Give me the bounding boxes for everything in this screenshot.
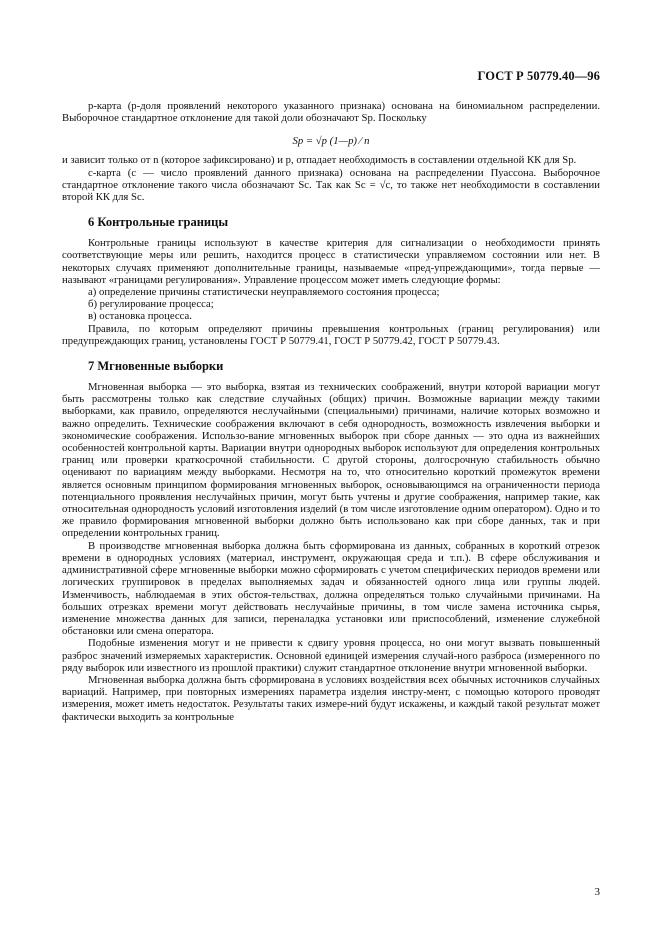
section-7-paragraph-3: Подобные изменения могут и не привести к сдвигу уровня процесса, но они могут вызвать повышенный разброс значений измеряемых характеристик. Основной единицей измерения случай-ного разброса (измеренного по ряду выборок или известного из прошлой практики) служит стандартное отклонение внутри мгновенной выборки. <box>62 637 600 674</box>
formula-sp: Sp = √p (1—p) ⁄ n <box>292 135 370 148</box>
page-number: 3 <box>594 886 600 898</box>
list-item: а) определение причины статистически неуправляемого состояния процесса; <box>88 286 440 299</box>
list-item: в) остановка процесса. <box>88 310 192 323</box>
document-body <box>62 100 600 723</box>
document-header: ГОСТ Р 50779.40—96 <box>477 69 600 83</box>
section-7-heading: 7 Мгновенные выборки <box>88 359 224 374</box>
section-7-paragraph-4: Мгновенная выборка должна быть сформирована в условиях воздействия всех обычных источников случайных вариаций. Например, при повторных измерениях параметра изделия инстру-мент, с помощью которого проводят измерения, может иметь недостаток. Результаты таких измере-ний будут искажены, и каждый такой результат может фактически выходить за контрольные <box>62 673 600 723</box>
document-page <box>62 0 600 936</box>
paragraph-c-chart: с-карта (с — число проявлений данного признака) основана на распределении Пуассона. Выборочное стандартное отклонение такого числа обозначают Sc. Так как Sc = √c, то также нет необходимости в составлении второй КК для Sc. <box>62 166 600 204</box>
section-6-heading: 6 Контрольные границы <box>88 215 229 230</box>
paragraph-p-depends: и зависит только от n (которое зафиксировано) и p, отпадает необходимость в составлении отдельной КК для Sp. <box>62 154 577 167</box>
section-6-rules-paragraph: Правила, по которым определяют причины превышения контрольных (границ регулирования) или предупреждающих границ, установлены ГОСТ Р 50779.41, ГОСТ Р 50779.42, ГОСТ Р 50779.43. <box>62 322 600 347</box>
section-7-paragraph-2: В производстве мгновенная выборка должна быть сформирована из данных, собранных в короткий отрезок времени в однородных условиях (материал, инструмент, окружающая среда и т.п.). В сфере обслуживания и административной сфере мгновенные выборки можно сформировать с учетом специфических периодов времени или логических группировок в пределах выполняемых задач и обязанностей одного лица или группы людей. Изменчивость, наблюдаемая в этих обстоя-тельствах, должна определяться только случайными причинами. На больших отрезках времени могут действовать неслучайные причины, в том числе замена источника сырья, изменение множества данных для записи, переналадка установки или приспособлений, изменение служебной обстановки или смена оператора. <box>62 539 600 638</box>
paragraph-p-chart: p-карта (p-доля проявлений некоторого указанного признака) основана на биномиальном распределении. Выборочное стандартное отклонение для такой доли обозначают Sp. Поскольку <box>62 100 600 125</box>
section-7-paragraph-1: Мгновенная выборка — это выборка, взятая из технических соображений, внутри которой вариации могут быть рассмотрены только как следствие случайных (общих) причин. Возможные вариации между такими выборками, как правило, определяются неслучайными (специальными) причинами, наличие которых возможно и важно определить. Технические соображения включают в себя однородность, возможность извлечения выборки и экономические соображения. Использо-вание мгновенных выборок при сборе данных — это одна из важнейших особенностей контрольной карты. Вариации внутри однородных выборок используют для определения контрольных границ или проверки краткосрочной стабильности. С другой стороны, долгосрочную стабильность обычно оценивают по вариациям между выборками. Несмотря на то, что относительно короткий промежуток времени является основным принципом формирования мгновенных выборок, основывающимся на ограниченности периода потенциального проявления неслучайных причин, могут быть учтены и другие соображения, например такие, как относительная однородность условий изготовления изделий (в том числе изготовление одним оператором). Одно и то же правило формирования мгновенной выборки должно быть использовано как при сборе данных, так и при определении контрольных границ. <box>62 381 600 540</box>
section-6-paragraph: Контрольные границы используют в качестве критерия для сигнализации о необходимости принять соответствующие меры или решить, находится процесс в статистически управляемом состоянии или нет. В некоторых случаях применяют дополнительные границы, называемые «пред-упреждающими», тогда первые — называют «границами регулирования». Управление процессом может иметь следующие формы: <box>62 237 600 286</box>
list-item: б) регулирование процесса; <box>88 298 214 311</box>
